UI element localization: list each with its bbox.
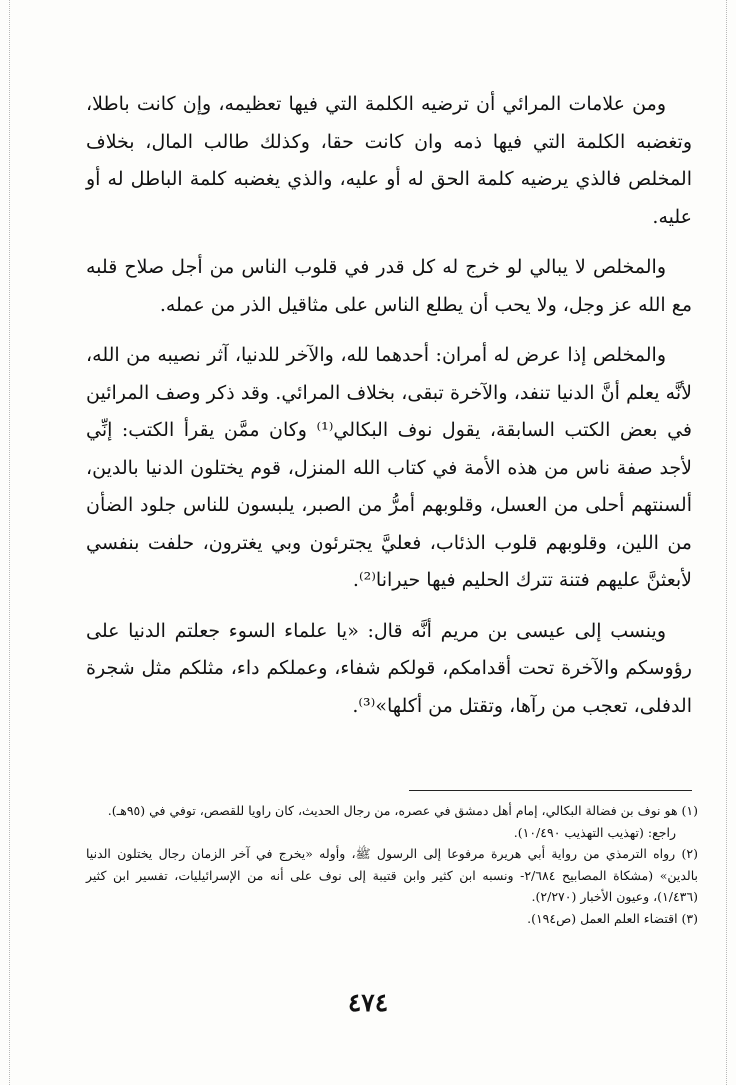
right-margin-dotted-line (726, 0, 727, 1085)
paragraph: وينسب إلى عيسى بن مريم أنَّه قال: «يا علماء السوء جعلتم الدنيا على رؤوسكم والآخرة تحت أقدامكم، قولكم شفاء، وعملكم داء، مثلكم مثل شجرة الدفلى، تعجب من رآها، وتقتل من أكلها»⁽³⁾. (86, 619, 692, 717)
footnote-1: (١) هو نوف بن فضالة البكالي، إمام أهل دمشق في عصره، من رجال الحديث، كان راويا للقصص، توفي في (٩٥هـ). (107, 803, 698, 818)
footnote-separator (409, 790, 692, 791)
footnote-1-reference: راجع: (تهذيب التهذيب ١٠/٤٩٠). (513, 824, 676, 840)
paragraph: والمخلص إذا عرض له أمران: أحدهما لله، والآخر للدنيا، آثر نصيبه من الله، لأنَّه يعلم أنَّ الدنيا تنفد، والآخرة تبقى، بخلاف المرائي. وقد ذكر وصف المرائين في بعض الكتب السابقة، يقول نوف البكالي⁽¹⁾ وكان ممَّن يقرأ الكتب: إنِّي لأجد صفة ناس من هذه الأمة في كتاب الله المنزل، قوم يختلون الدنيا بالدين، ألسنتهم أحلى من العسل، وقلوبهم أمرُّ من الصبر، يلبسون للناس جلود الضأن من اللين، وقلوبهم قلوب الذئاب، فعليَّ يجترئون وبي يغترون، حلفت بنفسي لأبعثنَّ عليهم فتنة تترك الحليم فيها حيرانا⁽²⁾. (86, 344, 692, 591)
left-margin-dotted-line (9, 0, 10, 1085)
footnote-3: (٣) اقتضاء العلم العمل (ص١٩٤). (527, 910, 698, 926)
footnote-2: (٢) رواه الترمذي من رواية أبي هريرة مرفوعا إلى الرسول ﷺ، وأوله «يخرج في آخر الزمان رجال يختلون الدنيا بالدين» (مشكاة المصابيح ٢/٦٨٤- ونسبه ابن كثير وابن قتيبة إلى نوف على أنه من الإسرائيليات، تفسير ابن كثير (١/٤٣٦)، وعيون الأخبار (٢/٢٧٠). (86, 846, 698, 904)
paragraph: ومن علامات المرائي أن ترضيه الكلمة التي فيها تعظيمه، وإن كانت باطلا، وتغضبه الكلمة التي فيها ذمه وان كانت حقا، وكذلك طالب المال، بخلاف المخلص فالذي يرضيه كلمة الحق له أو عليه، والذي يغضبه كلمة الباطل له أو عليه. (86, 93, 692, 228)
main-text (86, 86, 692, 725)
paragraph: والمخلص لا يبالي لو خرج له كل قدر في قلوب الناس من أجل صلاح قلبه مع الله عز وجل، ولا يحب أن يطلع الناس على مثاقيل الذر من عمله. (86, 256, 692, 316)
page-number: ٤٧٤ (347, 988, 389, 1017)
footnotes (86, 800, 698, 929)
